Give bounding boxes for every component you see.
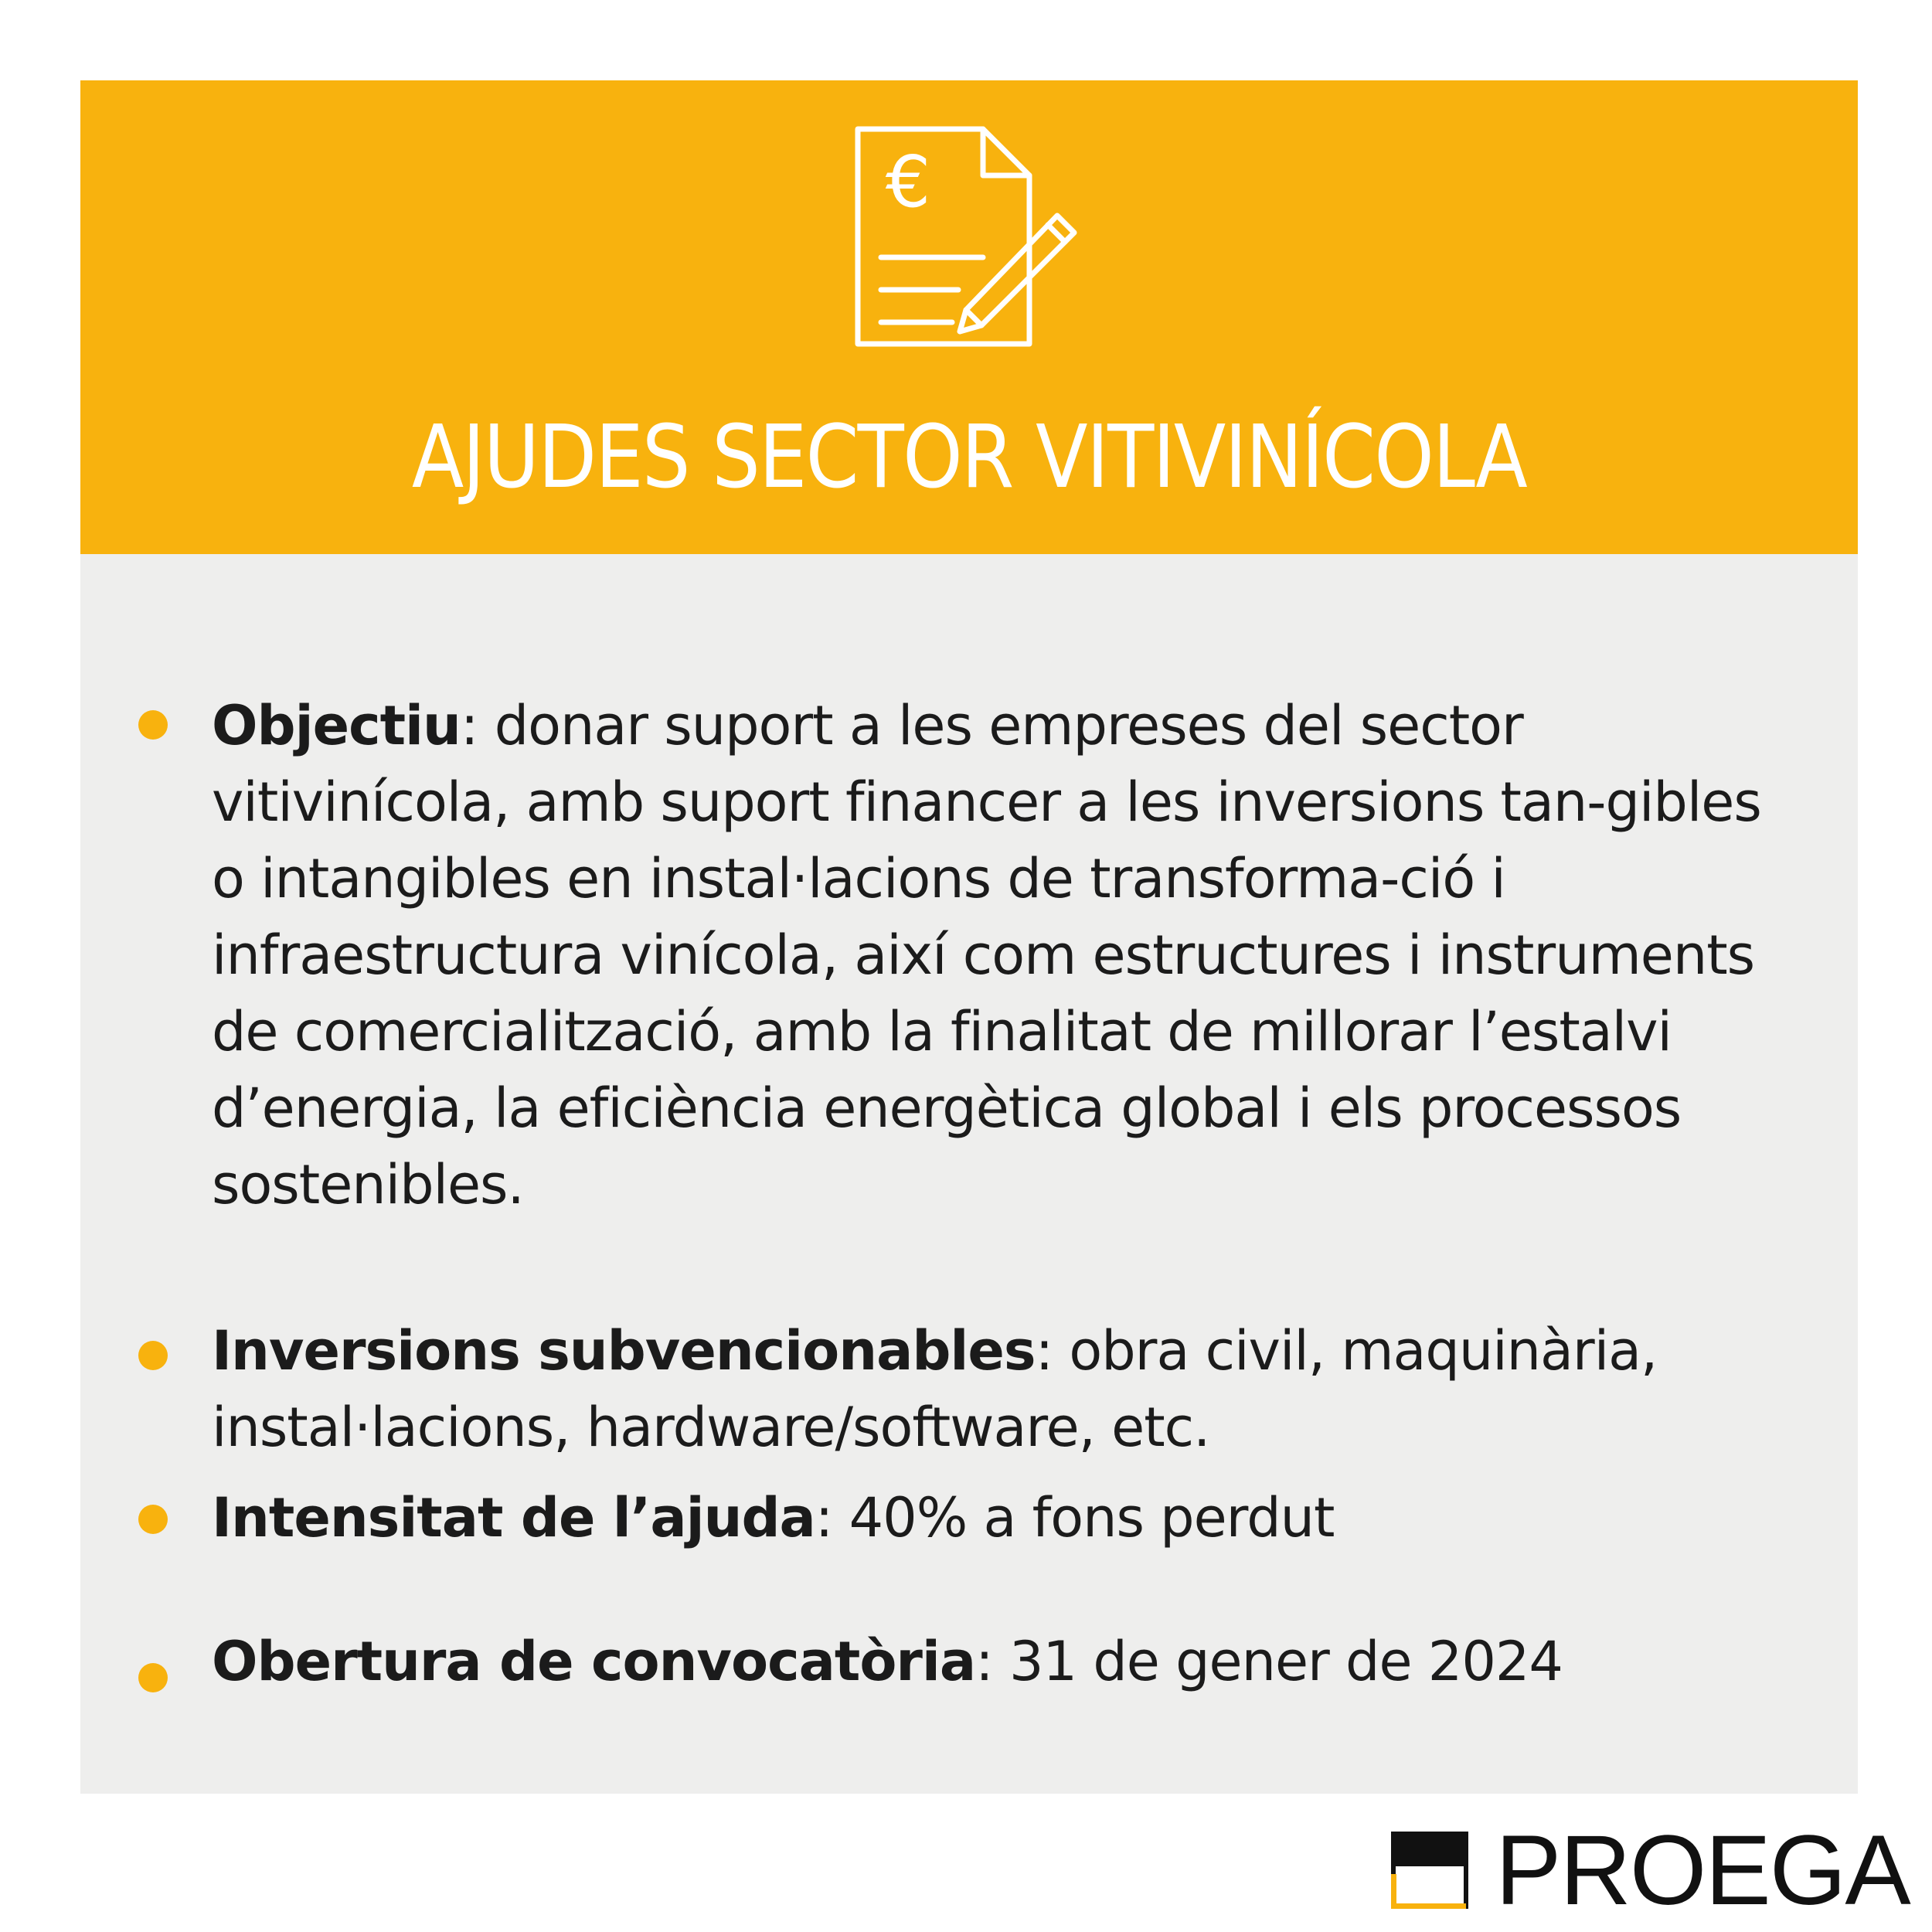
list-item-intensitat: [212, 1480, 1773, 1556]
page-title: AJUDES SECTOR VITIVINÍCOLA: [411, 407, 1527, 508]
bullet-point: [138, 710, 168, 740]
item-text: : 40% a fons perdut: [815, 1486, 1335, 1549]
item-label: Objectiu: [212, 694, 461, 757]
list-item-obertura: [212, 1624, 1773, 1700]
bullet-point: [138, 1663, 168, 1692]
logo-text: PROEGA: [1495, 1815, 1910, 1926]
info-card: [80, 80, 1858, 1794]
header-banner: [80, 80, 1858, 554]
bullet-point: [138, 1341, 168, 1370]
item-label: Obertura de convocatòria: [212, 1630, 976, 1693]
content-panel: [80, 554, 1858, 1794]
item-label: Inversions subvencionables: [212, 1319, 1036, 1383]
item-text: : obra civil, maquinària, instal·lacions, hardware/software, etc.: [212, 1319, 1658, 1459]
euro-symbol: €: [885, 141, 931, 223]
logo-mark-icon: [1391, 1832, 1468, 1909]
item-label: Intensitat de l’ajuda: [212, 1486, 815, 1549]
proega-logo: [1391, 1815, 1910, 1926]
list-item-inversions: [212, 1313, 1773, 1466]
item-text: : 31 de gener de 2024: [975, 1630, 1563, 1693]
bullet-point: [138, 1505, 168, 1534]
item-text: : donar suport a les empreses del sector vitivinícola, amb suport financer a les inversions tan-gibles o intangibles en instal·lacions de transforma-ció i infraestructura vinícola, així com estructures i instruments de comercialització, amb la finalitat de millorar l’estalvi d’energia, la eficiència energètica global i els processos sostenibles.: [212, 694, 1761, 1216]
document-euro-pencil-icon: [850, 120, 1097, 367]
list-item-objectiu: [212, 688, 1773, 1223]
